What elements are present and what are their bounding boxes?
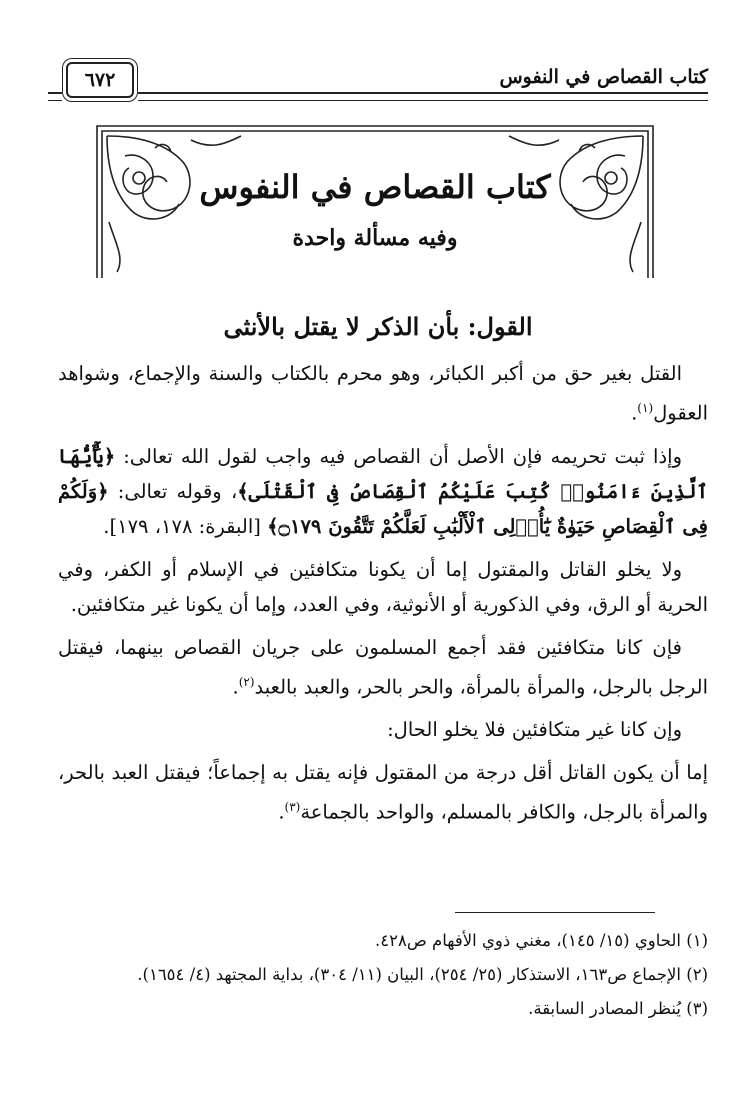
paragraph-1: القتل بغير حق من أكبر الكبائر، وهو محرم بالكتاب والسنة والإجماع، وشواهد العقول$^{(١)}$. <box>58 362 708 425</box>
running-title: كتاب القصاص في النفوس <box>499 66 708 88</box>
header-rule-right <box>138 92 708 101</box>
footnote-ref-3[interactable]: (٣) <box>284 800 301 814</box>
footnote-1: (١) الحاوي (١٥/ ١٤٥)، مغني ذوي الأفهام ص٤٢٨. <box>374 931 708 950</box>
footnote-2: (٢) الإجماع ص١٦٣، الاستذكار (٢٥/ ٢٥٤)، البيان (١١/ ٣٠٤)، بداية المجتهد (٤/ ١٦٥٤). <box>137 965 708 984</box>
quran-verse-2: ﴿وَلَكُمْ فِى ٱلْقِصَاصِ حَيَوٰةٌ يَٰٓأُو۟لِى ٱلْأَلْبَٰبِ لَعَلَّكُمْ تَتَّقُونَ ۝١٧٩﴾ <box>58 479 708 538</box>
paragraph-6: إما أن يكون القاتل أقل درجة من المقتول فإنه يقتل به إجماعاً؛ فيقتل العبد بالحر، والمرأة بالرجل، والكافر بالمسلم، والواحد بالجماعة$^{(٣)}$. <box>58 761 708 824</box>
body-text <box>58 356 708 838</box>
footnote-3: (٣) يُنظر المصادر السابقة. <box>528 999 708 1018</box>
chapter-subtitle: وفيه مسألة واحدة <box>292 225 458 251</box>
paragraph-3: ولا يخلو القاتل والمقتول إما أن يكونا متكافئين في الإسلام أو الكفر، وفي الحرية أو الرق، وفي الذكورية أو الأنوثية، وفي العدد، وإما أن يكونا غير متكافئين. <box>58 557 708 616</box>
footnote-ref-2[interactable]: (٢) <box>238 674 255 689</box>
chapter-title: كتاب القصاص في النفوس <box>199 168 551 206</box>
header-rule-left <box>48 92 62 101</box>
chapter-frame <box>95 122 655 280</box>
paragraph-4: فإن كانا متكافئين فقد أجمع المسلمون على جريان القصاص بينهما، فيقتل الرجل بالرجل، والمرأة بالمرأة، والحر بالحر، والعبد بالعبد$^{(٢)}$. <box>58 635 708 698</box>
running-header <box>48 62 708 108</box>
footnote-ref-1[interactable]: (١) <box>637 401 654 415</box>
paragraph-5: وإن كانا غير متكافئين فلا يخلو الحال: <box>387 718 682 741</box>
section-heading: القول: بأن الذكر لا يقتل بالأنثى <box>223 312 533 341</box>
verse-reference: [البقرة: ١٧٨، ١٧٩]. <box>103 514 268 538</box>
paragraph-2: وإذا ثبت تحريمه فإن الأصل أن القصاص فيه واجب لقول الله تعالى: ﴿يَٰٓأَيُّهَا ٱلَّذِينَ ءَامَنُوا۟ كُتِبَ عَلَيْكُمُ ٱلْقِصَاصُ فِى ٱلْقَتْلَى﴾، وقوله تعالى: ﴿وَلَكُمْ فِى ٱلْقِصَاصِ حَيَوٰةٌ يَٰٓأُو۟لِى ٱلْأَلْبَٰبِ لَعَلَّكُمْ تَتَّقُونَ ۝١٧٩﴾ [البقرة: ١٧٨، ١٧٩]. <box>58 444 708 538</box>
footnote-divider <box>455 912 655 913</box>
page-number: ٦٧٢ <box>66 62 134 98</box>
quran-verse-1: ﴿يَٰٓأَيُّهَا ٱلَّذِينَ ءَامَنُوا۟ كُتِبَ عَلَيْكُمُ ٱلْقِصَاصُ فِى ٱلْقَتْلَى﴾ <box>58 444 708 503</box>
footnotes <box>58 926 708 1028</box>
